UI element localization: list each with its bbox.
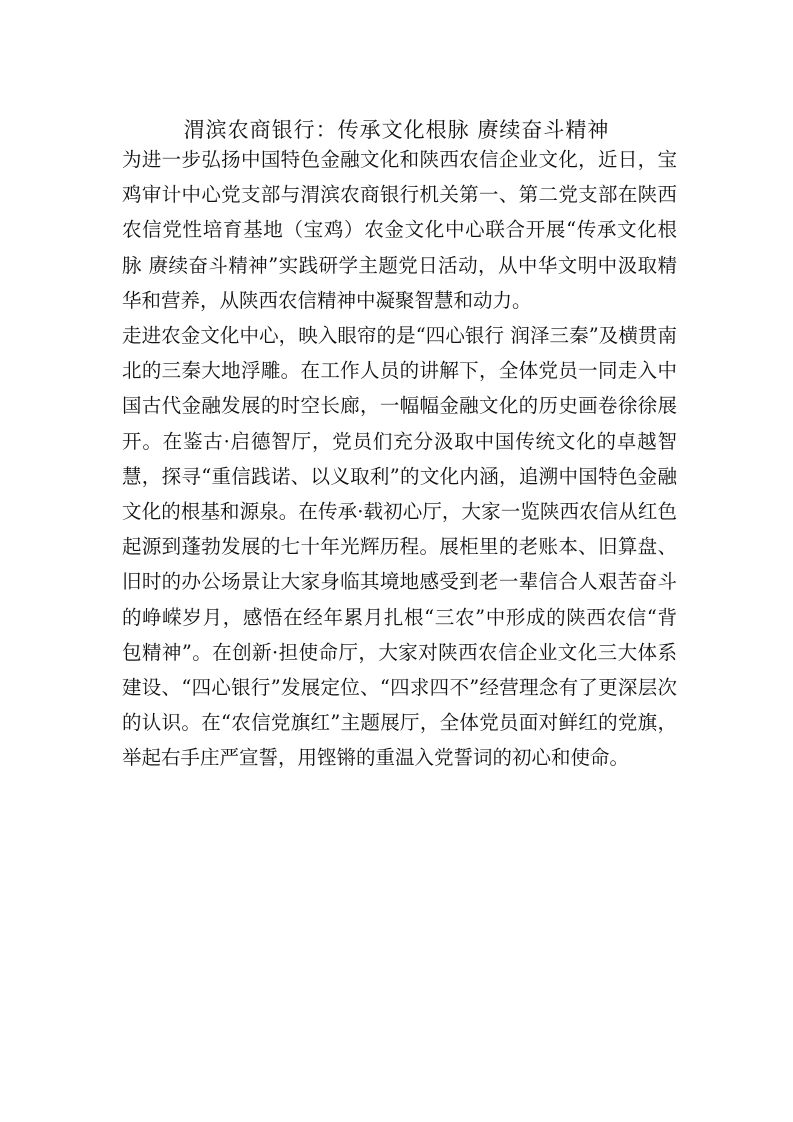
paragraph-visit: 走进农金文化中心，映入眼帘的是“四心银行 润泽三秦”及横贯南北的三秦大地浮雕。在工作人员的讲解下，全体党员一同走入中国古代金融发展的时空长廊，一幅幅金融文化的历史画卷徐徐展开。在鉴古·启德智厅，党员们充分汲取中国传统文化的卓越智慧，探寻“重信践诺、以义取利”的文化内涵，追溯中国特色金融文化的根基和源泉。在传承·载初心厅，大家一览陕西农信从红色起源到蓬勃发展的七十年光辉历程。展柜里的老账本、旧算盘、旧时的办公场景让大家身临其境地感受到老一辈信合人艰苦奋斗的峥嵘岁月，感悟在经年累月扎根“三农”中形成的陕西农信“背包精神”。在创新·担使命厅，大家对陕西农信企业文化三大体系建设、“四心银行”发展定位、“四求四不”经营理念有了更深层次的认识。在“农信党旗红”主题展厅，全体党员面对鲜红的党旗，举起右手庄严宣誓，用铿锵的重温入党誓词的初心和使命。	[122, 324, 677, 770]
document-title: 渭滨农商银行：传承文化根脉 赓续奋斗精神	[183, 118, 610, 143]
document-body	[122, 142, 677, 776]
paragraph-intro: 为进一步弘扬中国特色金融文化和陕西农信企业文化，近日，宝鸡审计中心党支部与渭滨农商银行机关第一、第二党支部在陕西农信党性培育基地（宝鸡）农金文化中心联合开展“传承文化根脉 赓续奋斗精神”实践研学主题党日活动，从中华文明中汲取精华和营养，从陕西农信精神中凝聚智慧和动力。	[122, 148, 677, 312]
